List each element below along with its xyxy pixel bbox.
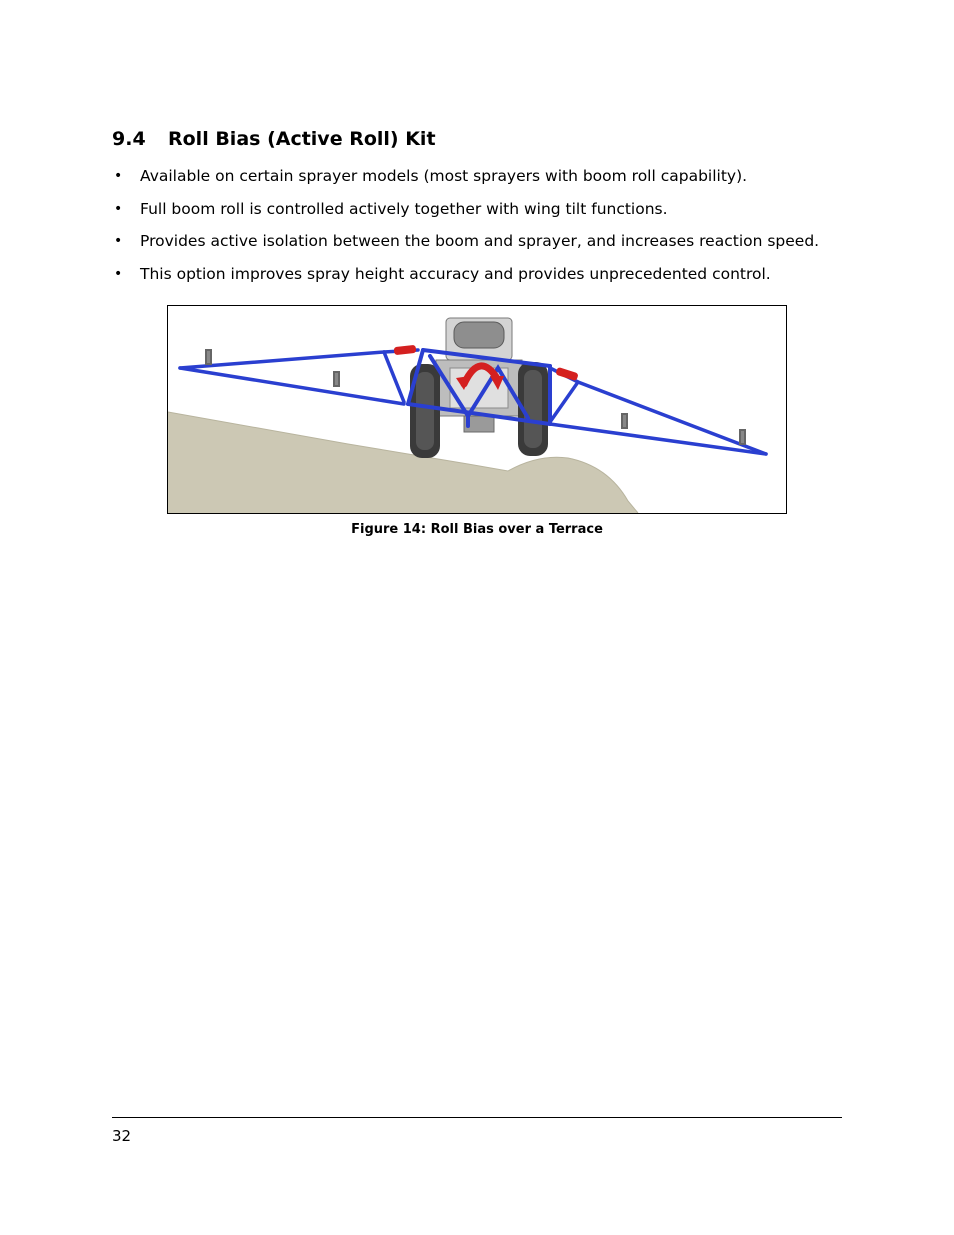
list-item-text: Full boom roll is controlled actively together with wing tilt functions. [140,199,668,218]
section-title: Roll Bias (Active Roll) Kit [168,128,436,150]
figure-caption: Figure 14: Roll Bias over a Terrace [351,522,603,537]
list-item-text: Provides active isolation between the boom and sprayer, and increases reaction speed. [140,232,820,250]
bullet-icon: • [114,233,123,249]
section-number: 9.4 [112,128,146,150]
bullet-icon: • [114,265,123,282]
list-item-text: Available on certain sprayer models (most sprayers with boom roll capability). [140,167,748,185]
actuator-left [394,345,417,355]
nozzle-icon [334,372,339,386]
sprayer-illustration [168,306,786,513]
actuator-right [555,367,578,381]
nozzle-icon [206,350,211,364]
nozzle-icon [622,414,627,428]
section-heading [112,128,436,150]
page-number: 32 [112,1127,132,1145]
bullet-icon: • [114,168,123,184]
boom-left-wing [180,350,418,404]
list-item-text: This option improves spray height accuracy and provides unprecedented control. [140,264,771,283]
nozzle-icon [740,430,745,444]
bullet-icon: • [114,200,123,217]
boom-right-wing [550,368,766,454]
figure-roll-bias [167,305,787,514]
footer-divider [112,1117,842,1118]
